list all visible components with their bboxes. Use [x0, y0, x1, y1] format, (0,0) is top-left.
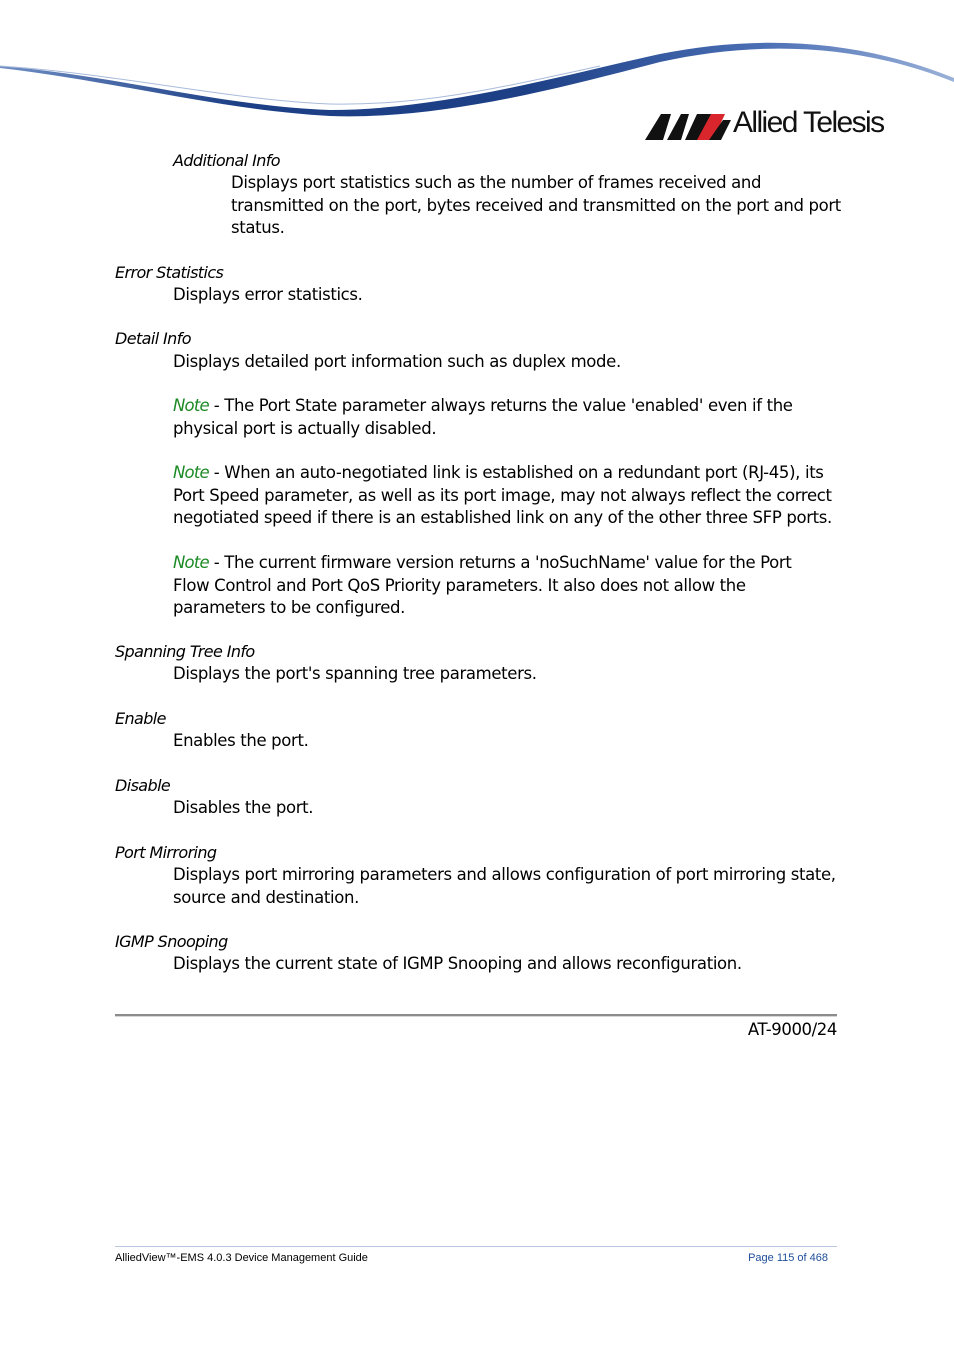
footer-divider	[115, 1246, 837, 1247]
term-additional-info: Additional Info	[173, 151, 280, 170]
note-auto-negotiated	[173, 462, 833, 530]
note-text: - The Port State parameter always returns the value 'enabled' even if the physical port is actually disabled.	[173, 396, 793, 438]
note-firmware	[173, 552, 818, 620]
model-label: AT-9000/24	[747, 1020, 837, 1039]
section-divider	[115, 1014, 837, 1017]
term-error-statistics: Error Statistics	[115, 263, 224, 282]
note-label: Note	[173, 553, 209, 572]
term-port-mirroring: Port Mirroring	[115, 843, 217, 862]
desc-additional-info: Displays port statistics such as the number of frames received and transmitted on the port, bytes received and transmitted on the port and port status.	[231, 173, 841, 237]
note-text: - The current firmware version returns a 'noSuchName' value for the Port Flow Control and Port QoS Priority parameters. It also does not allow the parameters to be configured.	[173, 553, 792, 617]
term-disable: Disable	[115, 776, 171, 795]
term-spanning-tree-info: Spanning Tree Info	[115, 642, 255, 661]
desc-error-statistics: Displays error statistics.	[173, 285, 363, 304]
note-label: Note	[173, 463, 209, 482]
note-label: Note	[173, 396, 209, 415]
allied-telesis-logo	[645, 106, 901, 145]
desc-detail-info: Displays detailed port information such as duplex mode.	[173, 352, 621, 371]
desc-disable: Disables the port.	[173, 798, 314, 817]
desc-igmp-snooping: Displays the current state of IGMP Snooping and allows reconfiguration.	[173, 954, 742, 973]
note-text: - When an auto-negotiated link is established on a redundant port (RJ-45), its Port Speed parameter, as well as its port image, may not always reflect the correct negotiated speed if there is an established link on any of the other three SFP ports.	[173, 463, 832, 527]
footer-page-number: Page 115 of 468	[748, 1252, 828, 1264]
desc-spanning-tree-info: Displays the port's spanning tree parameters.	[173, 664, 537, 683]
term-igmp-snooping: IGMP Snooping	[115, 932, 228, 951]
footer-guide-title: AlliedView™-EMS 4.0.3 Device Management Guide	[115, 1252, 368, 1264]
note-port-state	[173, 395, 833, 440]
logo-mark-icon	[645, 112, 731, 142]
desc-enable: Enables the port.	[173, 731, 309, 750]
logo-text: Allied Telesis	[733, 106, 884, 139]
term-detail-info: Detail Info	[115, 329, 191, 348]
desc-port-mirroring: Displays port mirroring parameters and allows configuration of port mirroring state, source and destination.	[173, 865, 836, 907]
term-enable: Enable	[115, 709, 166, 728]
